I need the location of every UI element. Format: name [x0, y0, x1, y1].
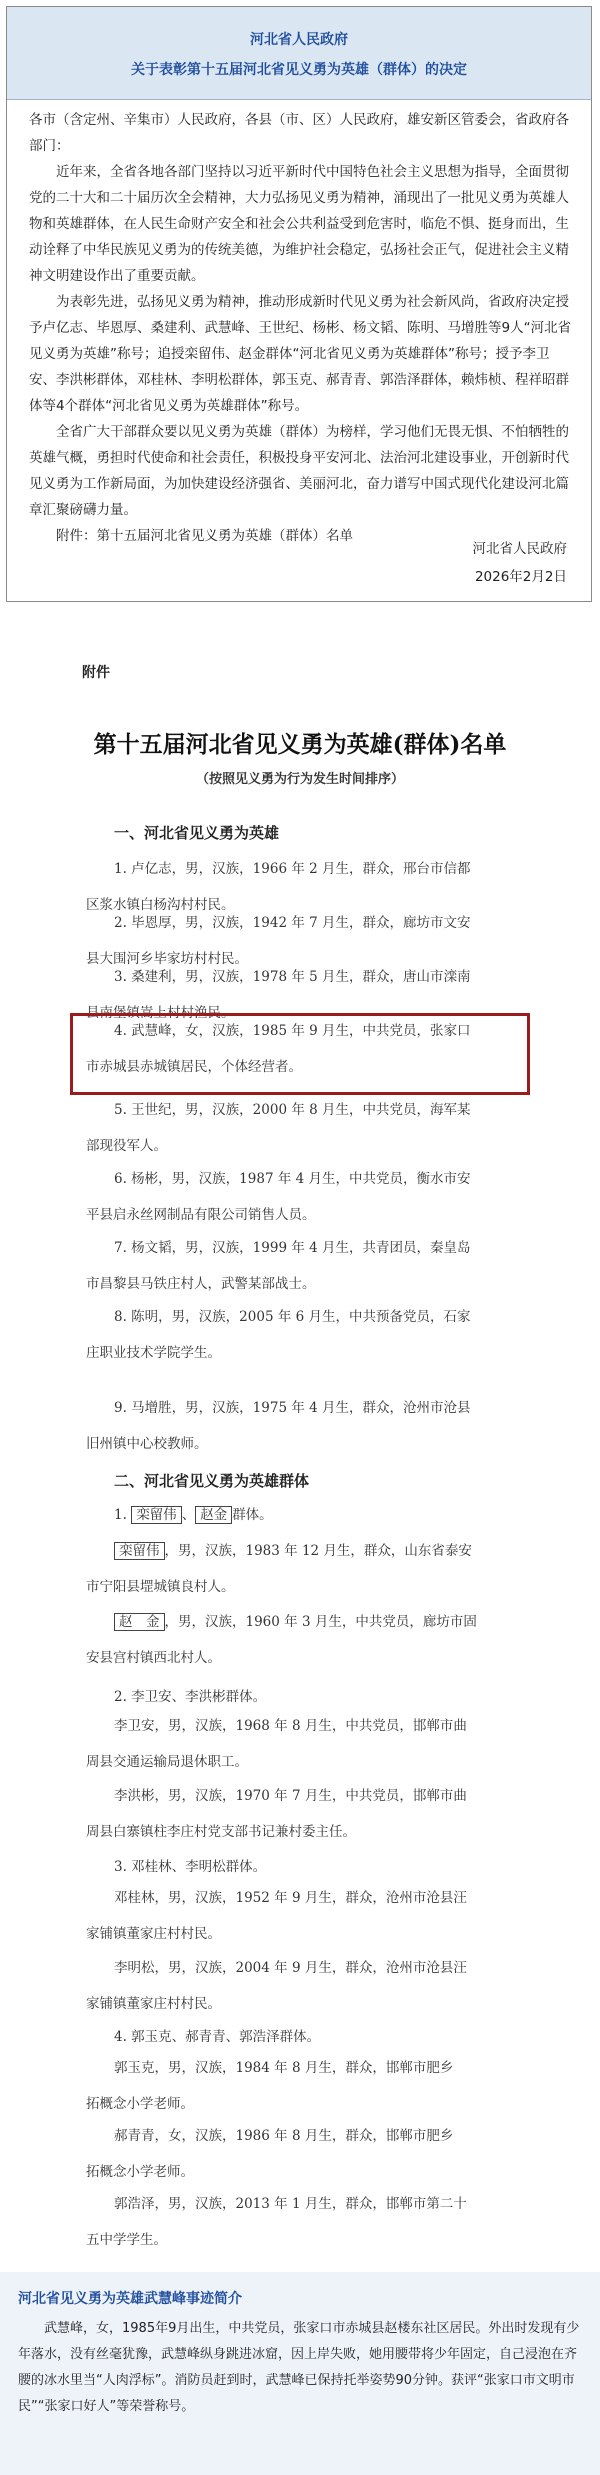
member-line: 郝青青，女，汉族，1986 年 8 月生，群众，邯郸市肥乡 — [114, 2128, 454, 2144]
list-subtitle: （按照见义勇为行为发生时间排序） — [195, 772, 404, 787]
hero-entry — [86, 1230, 520, 1302]
group-suffix: 群体。 — [232, 1507, 273, 1523]
hero-entry-line: 8. 陈明，男，汉族，2005 年 6 月生，中共预备党员，石家 — [114, 1309, 471, 1325]
group-heading: 4. 郭玉克、郝青青、郭浩泽群体。 — [114, 2029, 321, 2045]
group-heading: 2. 李卫安、李洪彬群体。 — [114, 1689, 267, 1705]
decree-box — [6, 6, 592, 602]
decree-salutation: 各市（含定州、辛集市）人民政府，各县（市、区）人民政府，雄安新区管委会，省政府各部门： — [29, 112, 569, 154]
decree-body — [29, 107, 575, 549]
member-line: 郭浩泽，男，汉族，2013 年 1 月生，群众，邯郸市第二十 — [114, 2196, 467, 2212]
member-line: 五中学学生。 — [86, 2232, 167, 2248]
hero-entry-line: 县大围河乡毕家坊村村民。 — [86, 951, 248, 967]
section-heroes-heading: 一、河北省见义勇为英雄 — [114, 824, 280, 842]
hero-entry-line: 县南堡镇嵩上村村渔民。 — [86, 1005, 235, 1021]
hero-entry-line: 市昌黎县马铁庄村人，武警某部战士。 — [86, 1276, 316, 1292]
group-member — [86, 1604, 520, 1676]
profile-title: 河北省见义勇为英雄武慧峰事迹简介 — [18, 2291, 242, 2307]
hero-entry-line: 2. 毕恩厚，男，汉族，1942 年 7 月生，群众，廊坊市文安 — [114, 915, 471, 931]
list-title: 第十五届河北省见义勇为英雄(群体)名单 — [93, 731, 507, 758]
boxed-name: 赵金 — [195, 1506, 232, 1524]
member-line: 周县白寨镇柱李庄村党支部书记兼村委主任。 — [86, 1824, 356, 1840]
hero-entry-line: 9. 马增胜，男，汉族，1975 年 4 月生，群众，沧州市沧县 — [114, 1400, 471, 1416]
name-separator: 、 — [181, 1507, 196, 1523]
member-line: 安县宫村镇西北村人。 — [86, 1650, 221, 1666]
member-line: 家铺镇董家庄村村民。 — [86, 1926, 221, 1942]
member-detail: ，男，汉族，1960 年 3 月生，中共党员，廊坊市固 — [164, 1614, 477, 1630]
member-line: 李明松，男，汉族，2004 年 9 月生，群众，沧州市沧县汪 — [114, 1960, 467, 1976]
decree-paragraph-1: 近年来，全省各地各部门坚持以习近平新时代中国特色社会主义思想为指导，全面贯彻党的二十大和二十届历次全会精神，大力弘扬见义勇为精神，涌现出了一批见义勇为英雄人物和英雄群体，在人民生命财产安全和社会公共利益受到危害时，临危不惧、挺身而出，生动诠释了中华民族见义勇为的传统美德，为维护社会稳定，弘扬社会正气，促进社会主义精神文明建设作出了重要贡献。 — [29, 164, 569, 284]
hero-entry-line: 庄职业技术学院学生。 — [86, 1345, 221, 1361]
hero-entry-line: 6. 杨彬，男，汉族，1987 年 4 月生，中共党员，衡水市安 — [114, 1171, 471, 1187]
decree-paragraph-2: 为表彰先进，弘扬见义勇为精神，推动形成新时代见义勇为社会新风尚，省政府决定授予卢亿志、毕恩厚、桑建利、武慧峰、王世纪、杨彬、杨文韬、陈明、马增胜等9人“河北省见义勇为英雄”称号；追授栾留伟、赵金群体“河北省见义勇为英雄群体”称号；授予李卫安、李洪彬群体，邓桂林、李明松群体，郭玉克、郝青青、郭浩泽群体，赖炜桢、程祥昭群体等4个群体“河北省见义勇为英雄群体”称号。 — [29, 294, 572, 414]
member-line: 李卫安，男，汉族，1968 年 8 月生，中共党员，邯郸市曲 — [114, 1718, 467, 1734]
hero-entry — [86, 1092, 520, 1164]
member-detail: ，男，汉族，1983 年 12 月生，群众，山东省泰安 — [164, 1543, 472, 1559]
boxed-name: 栾留伟 — [131, 1506, 182, 1524]
section-groups-heading: 二、河北省见义勇为英雄群体 — [114, 1472, 310, 1490]
group-member — [86, 1708, 520, 1780]
member-line: 周县交通运输局退休职工。 — [86, 1754, 248, 1770]
hero-entry-line: 部现役军人。 — [86, 1138, 167, 1154]
member-line: 邓桂林，男，汉族，1952 年 9 月生，群众，沧州市沧县汪 — [114, 1890, 467, 1906]
hero-entry — [86, 1299, 520, 1371]
hero-entry-line: 市赤城县赤城镇居民，个体经营者。 — [86, 1059, 302, 1075]
decree-header — [7, 7, 591, 100]
hero-entry-highlighted — [86, 1013, 520, 1085]
group-member — [86, 1778, 520, 1850]
hero-entry-line: 7. 杨文韬，男，汉族，1999 年 4 月生，共青团员，秦皇岛 — [114, 1240, 471, 1256]
group-member — [86, 1533, 520, 1605]
attachment-label: 附件 — [82, 665, 110, 681]
hero-entry — [86, 1390, 520, 1462]
hero-entry-line: 4. 武慧峰，女，汉族，1985 年 9 月生，中共党员，张家口 — [114, 1023, 471, 1039]
profile-text: 武慧峰，女，1985年9月出生，中共党员，张家口市赤城县赵楼东社区居民。外出时发现有少年落水，没有丝毫犹豫，武慧峰纵身跳进冰窟，因上岸失败，她用腰带将少年固定，自己浸泡在齐腰的冰水里当“人肉浮标”。消防员赶到时，武慧峰已保持托举姿势90分钟。获评“张家口市文明市民”“张家口好人”等荣誉称号。 — [18, 2321, 580, 2414]
decree-paragraph-3: 全省广大干部群众要以见义勇为英雄（群体）为榜样，学习他们无畏无惧、不怕牺牲的英雄气概，勇担时代使命和社会责任，积极投身平安河北、法治河北建设事业，开创新时代见义勇为工作新局面，为加快建设经济强省、美丽河北，奋力谱写中国式现代化建设河北篇章汇聚磅礴力量。 — [29, 424, 569, 518]
group-heading: 3. 邓桂林、李明松群体。 — [114, 1859, 267, 1875]
decree-signatory: 河北省人民政府 — [472, 541, 567, 557]
member-line — [86, 1604, 520, 1640]
decree-attachment-note: 附件：第十五届河北省见义勇为英雄（群体）名单 — [56, 528, 353, 544]
hero-entry-line: 平县启永丝网制品有限公司销售人员。 — [86, 1207, 316, 1223]
hero-entry-line: 区浆水镇白杨沟村村民。 — [86, 897, 235, 913]
decree-date: 2026年2月2日 — [474, 569, 567, 585]
group-heading — [114, 1503, 273, 1523]
group-member — [86, 2118, 520, 2190]
hero-entry — [86, 1161, 520, 1233]
group-member — [86, 1950, 520, 2022]
member-line: 郭玉克，男，汉族，1984 年 8 月生，群众，邯郸市肥乡 — [114, 2060, 454, 2076]
group-number: 1. — [114, 1507, 127, 1523]
group-member — [86, 2186, 520, 2258]
member-line: 李洪彬，男，汉族，1970 年 7 月生，中共党员，邯郸市曲 — [114, 1788, 467, 1804]
member-line: 拓概念小学老师。 — [86, 2096, 194, 2112]
member-line: 拓概念小学老师。 — [86, 2164, 194, 2180]
decree-title: 关于表彰第十五届河北省见义勇为英雄（群体）的决定 — [131, 62, 467, 78]
member-line: 家铺镇董家庄村村民。 — [86, 1996, 221, 2012]
member-line — [86, 1533, 520, 1569]
hero-entry-line: 5. 王世纪，男，汉族，2000 年 8 月生，中共党员，海军某 — [114, 1102, 471, 1118]
hero-entry-line: 旧州镇中心校教师。 — [86, 1436, 208, 1452]
boxed-name: 赵 金 — [114, 1613, 165, 1631]
group-member — [86, 1880, 520, 1952]
boxed-name: 栾留伟 — [114, 1542, 165, 1560]
hero-entry-line: 1. 卢亿志，男，汉族，1966 年 2 月生，群众，邢台市信都 — [114, 861, 471, 877]
profile-section — [0, 2272, 600, 2475]
member-line: 市宁阳县堽城镇良村人。 — [86, 1579, 235, 1595]
decree-issuer: 河北省人民政府 — [250, 32, 348, 48]
group-member — [86, 2050, 520, 2122]
hero-entry-line: 3. 桑建利，男，汉族，1978 年 5 月生，群众，唐山市滦南 — [114, 969, 471, 985]
